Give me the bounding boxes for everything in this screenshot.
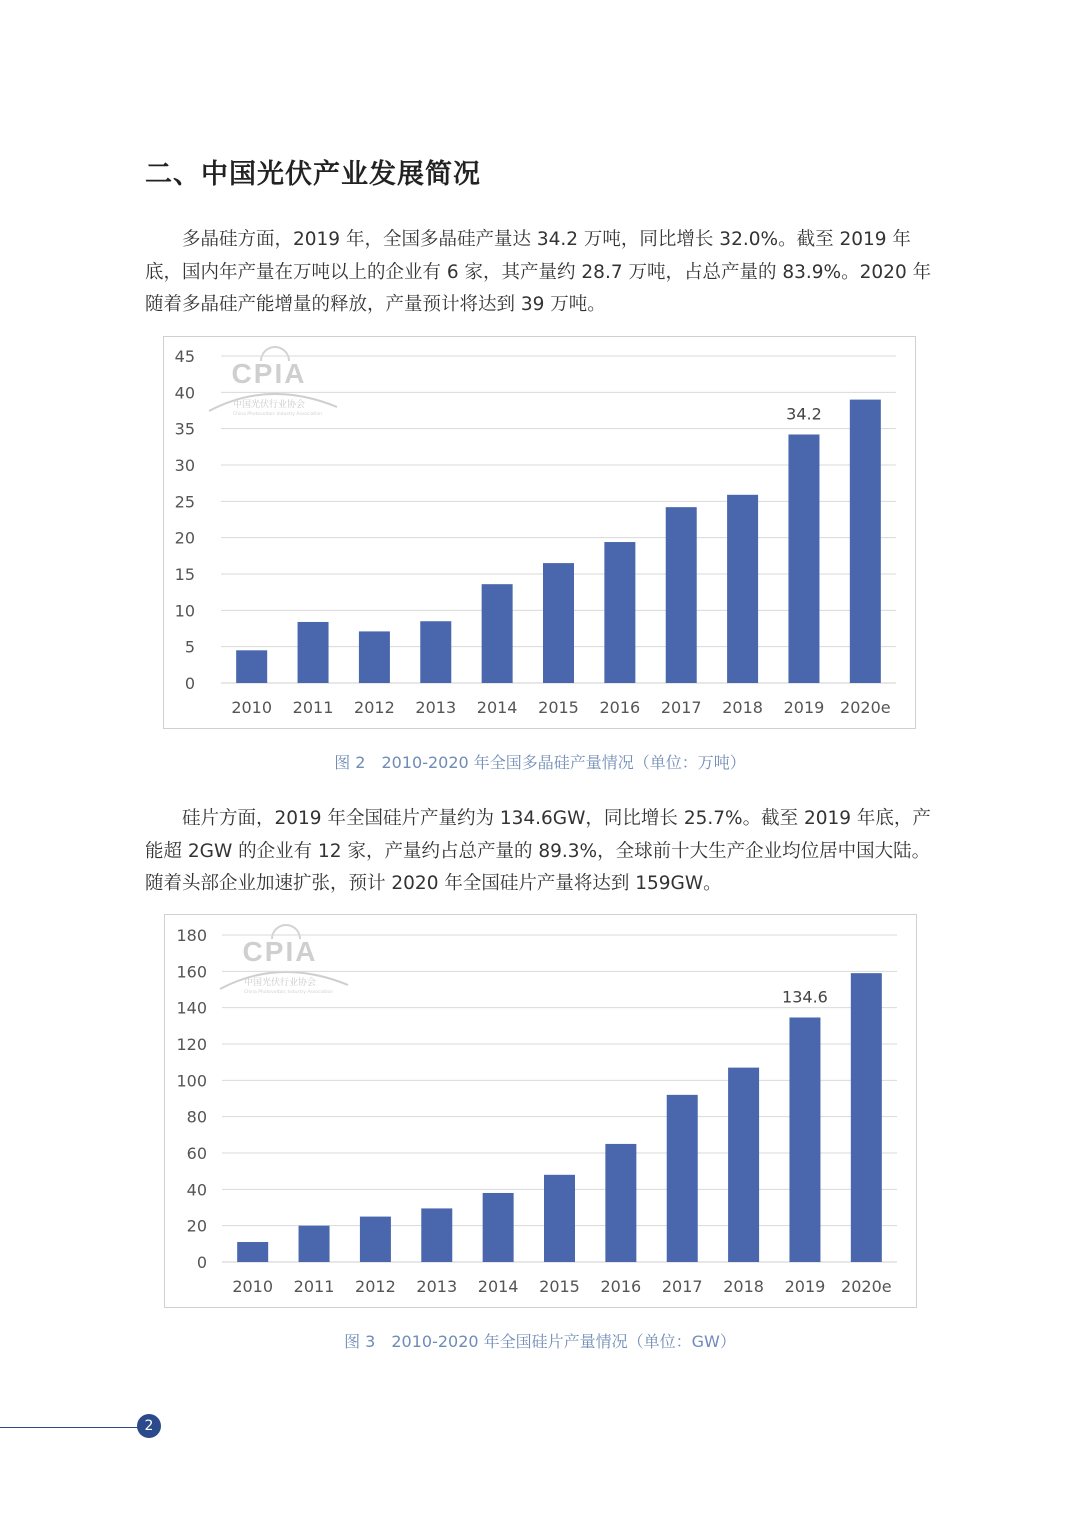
bar-2019	[788, 434, 819, 683]
y-tick-label: 80	[186, 1107, 207, 1127]
y-tick-label: 45	[174, 347, 195, 366]
y-tick-label: 40	[186, 1180, 207, 1200]
paragraph-polysilicon	[145, 224, 945, 322]
watermark-en-text: China Photovoltaic Industry Association	[244, 990, 334, 995]
chart-wafer-svg	[165, 915, 916, 1307]
x-tick-label: 2018	[722, 698, 763, 717]
y-tick-label: 160	[176, 962, 207, 982]
bar-2020e	[851, 973, 882, 1262]
x-tick-label: 2011	[292, 698, 334, 717]
x-tick-label: 2013	[416, 1277, 458, 1296]
bar-2018	[728, 1068, 759, 1262]
x-tick-label: 2019	[784, 1277, 826, 1296]
figure-caption-2: 图 2 2010-2020 年全国多晶硅产量情况（单位：万吨）	[334, 753, 746, 772]
y-tick-label: 20	[186, 1216, 207, 1236]
x-tick-label: 2012	[354, 698, 395, 717]
x-tick-label: 2017	[660, 698, 702, 717]
x-tick-label: 2011	[293, 1277, 335, 1296]
page-number: 2	[137, 1414, 161, 1438]
bar-2012	[360, 1217, 391, 1262]
bar-2017	[667, 1095, 698, 1262]
bar-2011	[299, 1226, 330, 1262]
y-tick-label: 30	[174, 456, 195, 475]
y-tick-label: 10	[174, 601, 195, 621]
data-label-2019: 34.2	[786, 404, 822, 424]
x-tick-label: 2018	[723, 1277, 764, 1296]
y-tick-label: 5	[184, 637, 195, 657]
y-tick-label: 40	[174, 383, 195, 403]
y-tick-label: 180	[176, 926, 207, 945]
bar-2016	[605, 1144, 636, 1262]
x-tick-label: 2014	[476, 698, 518, 717]
bar-2013	[420, 621, 451, 683]
chart-polysilicon-svg	[164, 337, 915, 728]
bar-2014	[482, 584, 513, 683]
y-tick-label: 20	[174, 528, 195, 548]
x-tick-label: 2017	[661, 1277, 703, 1296]
footer-rule	[0, 1427, 140, 1428]
bar-2010	[237, 1242, 268, 1262]
y-tick-label: 35	[174, 419, 195, 439]
bar-2013	[421, 1208, 452, 1262]
chart-polysilicon	[163, 336, 916, 729]
bar-2014	[483, 1193, 514, 1262]
bar-2012	[359, 631, 390, 683]
x-tick-label: 2010	[232, 1277, 274, 1296]
x-tick-label: 2010	[231, 698, 273, 717]
figure-caption-3: 图 3 2010-2020 年全国硅片产量情况（单位：GW）	[344, 1332, 736, 1351]
section-heading: 二、中国光伏产业发展简况	[145, 159, 481, 190]
bar-2020e	[850, 400, 881, 683]
bar-2015	[544, 1175, 575, 1262]
watermark-cn-text: 中国光伏行业协会	[244, 978, 317, 988]
data-label-2019: 134.6	[782, 987, 828, 1007]
paragraph-text: 硅片方面，2019 年全国硅片产量约为 134.6GW，同比增长 25.7%。截至 2019 年底，产能超 2GW 的企业有 12 家，产量约占总产量的 89.3%，全球前十大生产企业均位居中国大陆。随着头部企业加速扩张，预计 2020 年全国硅片产量将达到 159GW。	[145, 808, 931, 894]
bar-2019	[789, 1017, 820, 1262]
x-tick-label: 2013	[415, 698, 457, 717]
bar-2010	[236, 650, 267, 683]
bar-2011	[298, 622, 329, 683]
chart-wafer	[164, 914, 917, 1308]
watermark-logo-text: CPIA	[231, 358, 307, 389]
bar-2017	[666, 507, 697, 683]
bar-2015	[543, 563, 574, 683]
y-tick-label: 0	[184, 674, 195, 693]
y-tick-label: 25	[174, 492, 195, 512]
cpia-watermark-logo	[209, 347, 337, 417]
x-tick-label: 2012	[355, 1277, 396, 1296]
watermark-logo-text: CPIA	[242, 936, 318, 967]
x-tick-label: 2019	[783, 698, 825, 717]
x-tick-label: 2015	[539, 1277, 580, 1296]
x-tick-label: 2020e	[840, 698, 891, 717]
paragraph-wafer	[145, 803, 945, 901]
bar-2018	[727, 495, 758, 683]
bar-2016	[604, 542, 635, 683]
x-tick-label: 2014	[477, 1277, 519, 1296]
x-tick-label: 2016	[599, 698, 641, 717]
x-tick-label: 2015	[538, 698, 579, 717]
watermark-en-text: China Photovoltaic Industry Association	[233, 412, 323, 417]
paragraph-text: 多晶硅方面，2019 年，全国多晶硅产量达 34.2 万吨，同比增长 32.0%。截至 2019 年底，国内年产量在万吨以上的企业有 6 家，其产量约 28.7 万吨，占总产量的 83.9%。2020 年随着多晶硅产能增量的释放，产量预计将达到 39 万吨。	[145, 229, 932, 315]
x-tick-label: 2016	[600, 1277, 642, 1296]
x-tick-label: 2020e	[841, 1277, 892, 1296]
y-tick-label: 0	[196, 1253, 207, 1272]
y-tick-label: 15	[174, 565, 195, 584]
y-tick-label: 140	[176, 998, 207, 1018]
y-tick-label: 100	[176, 1071, 207, 1091]
y-tick-label: 60	[186, 1144, 207, 1163]
watermark-cn-text: 中国光伏行业协会	[233, 400, 306, 410]
y-tick-label: 120	[176, 1035, 207, 1054]
